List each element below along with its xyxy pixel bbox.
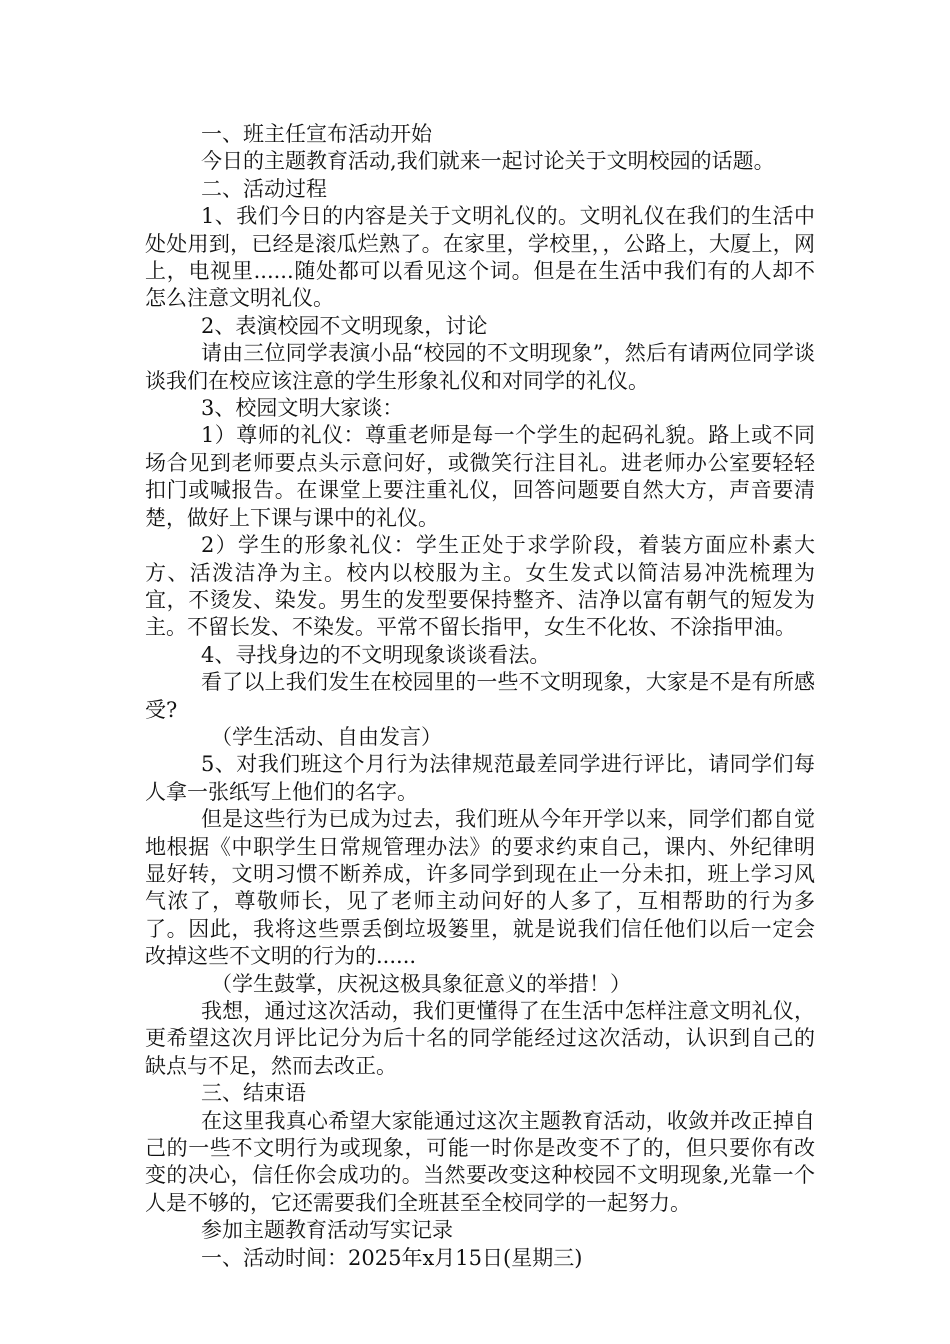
paragraph-item-5: 5、对我们班这个月行为法律规范最差同学进行评比，请同学们每人拿一张纸写上他们的名字。 <box>145 752 815 804</box>
paragraph-teacher-etiquette: 1）尊师的礼仪：尊重老师是每一个学生的起码礼貌。路上或不同场合见到老师要点头示意问好，或微笑行注目礼。进老师办公室要轻轻扣门或喊报告。在课堂上要注重礼仪，回答问题要自然大方，声音要清楚，做好上下课与课中的礼仪。 <box>145 423 815 530</box>
document-body <box>145 121 815 1272</box>
heading-activity-process: 二、活动过程 <box>201 176 327 201</box>
paragraph-item-4: 4、寻找身边的不文明现象谈谈看法。 <box>201 642 551 667</box>
paragraph-student-image: 2）学生的形象礼仪：学生正处于求学阶段，着装方面应朴素大方、活泼洁净为主。校内以校服为主。女生发式以简洁易冲洗梳理为宜，不烫发、染发。男生的发型要保持整齐、洁净以富有朝气的短发为主。不留长发、不染发。平常不留长指甲，女生不化妆、不涂指甲油。 <box>145 533 815 640</box>
paragraph-item-3: 3、校园文明大家谈： <box>201 396 404 421</box>
paragraph-progress: 但是这些行为已成为过去，我们班从今年开学以来，同学们都自觉地根据《中职学生日常规管理办法》的要求约束自己，课内、外纪律明显好转，文明习惯不断养成，许多同学到现在止一分未扣，班上学习风气浓了，尊敬师长，见了老师主动问好的人多了，互相帮助的行为多了。因此，我将这些票丢倒垃圾篓里，就是说我们信任他们以后一定会改掉这些不文明的行为的...... <box>145 807 815 969</box>
paragraph-applause: （学生鼓掌，庆祝这极具象征意义的举措！） <box>211 971 631 996</box>
heading-closing: 三、结束语 <box>201 1081 306 1106</box>
paragraph-intro: 今日的主题教育活动,我们就来一起讨论关于文明校园的话题。 <box>201 149 775 174</box>
paragraph-closing: 在这里我真心希望大家能通过这次主题教育活动，收敛并改正掉自己的一些不文明行为或现象，可能一时你是改变不了的，但只要你有改变的决心，信任你会成功的。当然要改变这种校园不文明现象,光靠一个人是不够的，它还需要我们全班甚至全校同学的一起努力。 <box>145 1108 815 1215</box>
heading-record-title: 参加主题教育活动写实记录 <box>201 1218 453 1243</box>
paragraph-item-1: 1、我们今日的内容是关于文明礼仪的。文明礼仪在我们的生活中处处用到，已经是滚瓜烂熟了。在家里，学校里，，公路上，大厦上，网上，电视里......随处都可以看见这个词。但是在生活中我们有的人却不怎么注意文明礼仪。 <box>145 204 815 311</box>
paragraph-skit: 请由三位同学表演小品“校园的不文明现象”，然后有请两位同学谈谈我们在校应该注意的学生形象礼仪和对同学的礼仪。 <box>145 341 815 393</box>
paragraph-thoughts: 我想，通过这次活动，我们更懂得了在生活中怎样注意文明礼仪，更希望这次月评比记分为后十名的同学能经过这次活动，认识到自己的缺点与不足，然而去改正。 <box>145 999 815 1078</box>
heading-announce-start: 一、班主任宣布活动开始 <box>201 122 432 146</box>
paragraph-activity-time: 一、活动时间：2025年x月15日(星期三) <box>201 1245 583 1270</box>
paragraph-item-2: 2、表演校园不文明现象，讨论 <box>201 313 488 338</box>
paragraph-student-activity: （学生活动、自由发言） <box>211 724 442 749</box>
paragraph-reflection: 看了以上我们发生在校园里的一些不文明现象，大家是不是有所感受? <box>145 670 815 722</box>
